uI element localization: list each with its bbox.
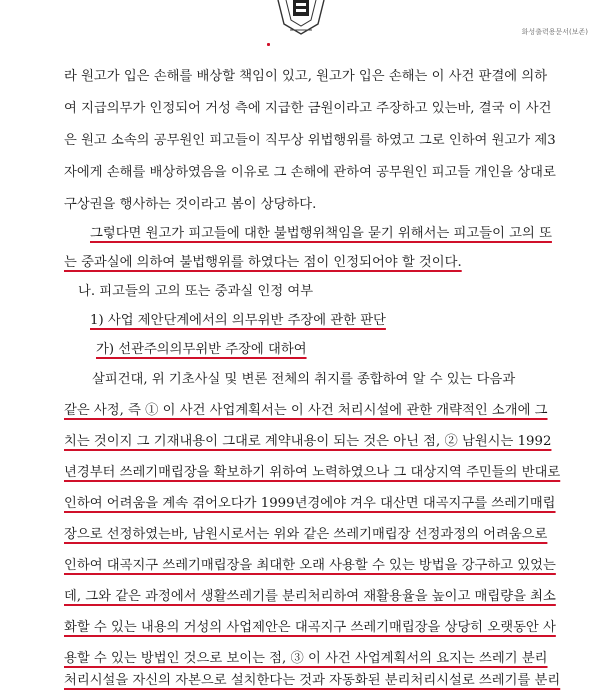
text-line: 그렇다면 원고가 피고들에 대한 불법행위책임을 묻기 위해서는 피고들이 고의 또 [90, 226, 552, 241]
section-heading: 가) 선관주의의무위반 주장에 대하여 [96, 342, 307, 357]
text-line: 치는 것이지 그 기재내용이 그대로 계약내용이 되는 것은 아닌 점, ② 남원시는 1992 [64, 434, 552, 449]
text-line: 자에게 손해를 배상하였음을 이유로 그 손해에 관하여 공무원인 피고들 개인을 상대로 [64, 165, 556, 180]
text-line: 나. 피고들의 고의 또는 중과실 인정 여부 [78, 284, 314, 299]
text-line: 구상권을 행사하는 것이라고 봄이 상당하다. [64, 197, 317, 212]
text-line: 살피건대, 위 기초사실 및 변론 전체의 취지를 종합하여 알 수 있는 다음과 [92, 372, 516, 387]
text-line: 인하여 어려움을 계속 겪어오다가 1999년경에야 겨우 대산면 대곡지구를 쓰레기매립 [64, 496, 556, 511]
text-line: 용할 수 있는 방법인 것으로 보이는 점, ③ 이 사건 사업계획서의 요지는 쓰레기 분리 [64, 651, 548, 666]
text-line: 같은 사정, 즉 ① 이 사건 사업계획서는 이 사건 처리시설에 관한 개략적인 소개에 그 [64, 403, 548, 418]
text-line: 데, 그와 같은 과정에서 생활쓰레기를 분리처리하여 재활용율을 높이고 매립량을 최소 [64, 589, 556, 604]
print-stamp: 화성출력용문서(보존) [521, 28, 588, 36]
text-line: 라 원고가 입은 손해를 배상할 책임이 있고, 원고가 입은 손해는 이 사건 판결에 의하 [64, 69, 548, 84]
text-line: 은 원고 소속의 공무원인 피고들이 직무상 위법행위를 하였고 그로 인하여 원고가 제3 [64, 133, 556, 148]
court-seal-icon [274, 0, 328, 38]
text-line: 인하여 대곡지구 쓰레기매립장을 최대한 오래 사용할 수 있는 방법을 강구하고 있었는 [64, 558, 556, 573]
text-line: 장으로 선정하였는바, 남원시로서는 위와 같은 쓰레기매립장 선정과정의 어려움으로 [64, 527, 548, 542]
text-line: 여 지급의무가 인정되어 거성 측에 지급한 금원이라고 주장하고 있는바, 결국 이 사건 [64, 101, 552, 116]
section-heading: 1) 사업 제안단계에서의 의무위반 주장에 관한 판단 [90, 313, 386, 328]
text-line: 처리시설을 자신의 자본으로 설치한다는 것과 자동화된 분리처리시설로 쓰레기를 분리 [64, 673, 561, 688]
text-line: 화할 수 있는 내용의 거성의 사업제안은 대곡지구 쓰레기매립장을 상당히 오랫동안 사 [64, 620, 556, 635]
text-line: 년경부터 쓰레기매립장을 확보하기 위하여 노력하였으나 그 대상지역 주민들의 반대로 [64, 465, 561, 480]
red-mark [267, 43, 270, 46]
text-line: 는 중과실에 의하여 불법행위를 하였다는 점이 인정되어야 할 것이다. [64, 255, 462, 270]
